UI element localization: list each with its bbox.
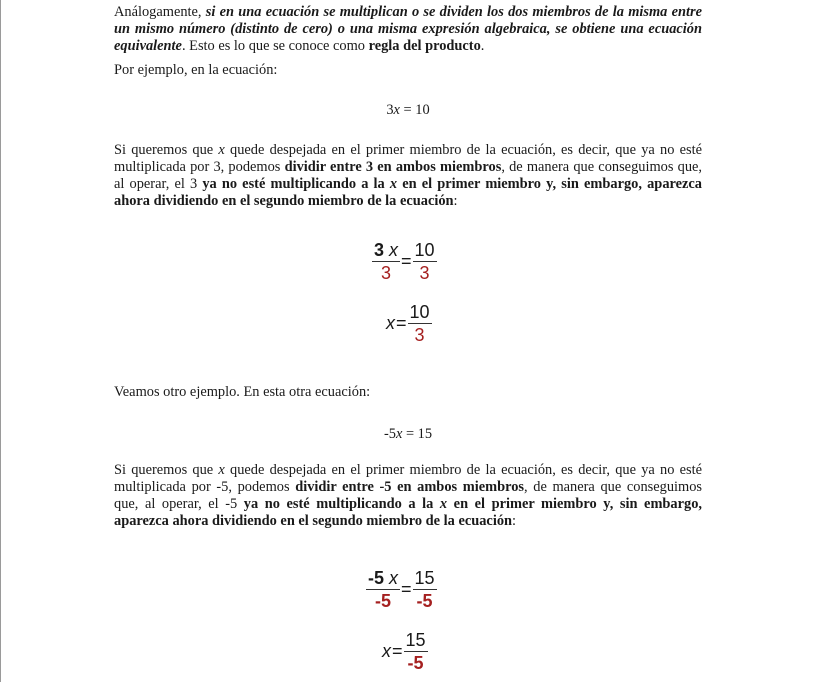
- text: .: [480, 38, 485, 54]
- text: :: [453, 193, 458, 209]
- paragraph-explanation-1: [114, 142, 702, 210]
- rule-statement: si en una ecuación se multiplican o se dividen los dos miembros de la misma entre un mismo número (distinto de cero) o una misma expresión algebraica, se obtiene una ecuación equivalente: [114, 4, 703, 54]
- paragraph-product-rule: [114, 4, 702, 55]
- text: Por ejemplo, en la ecuación:: [114, 62, 278, 78]
- text: Si queremos que: [114, 462, 219, 478]
- var: x: [389, 176, 398, 192]
- equals-sign: =: [392, 641, 403, 661]
- highlight: ya no esté multiplicando a la: [243, 496, 440, 512]
- paragraph-example-intro: [114, 62, 702, 79]
- fraction-right: $\frac{10}{3}$: [414, 240, 435, 283]
- paragraph-explanation-2: [114, 462, 702, 530]
- equals-sign: =: [401, 579, 412, 599]
- fraction-left: $\frac{-5 x}{-5}$: [368, 568, 399, 611]
- var: x: [386, 313, 395, 333]
- equation-1: [114, 102, 702, 119]
- var: x: [439, 496, 448, 512]
- text: . Esto es lo que se conoce como: [181, 38, 369, 54]
- text: Si queremos que: [114, 142, 219, 158]
- text: , de manera que conseguimos que, al operar, el 3: [114, 159, 702, 192]
- highlight: dividir entre 3 en ambos miembros: [284, 159, 502, 175]
- var: x: [218, 462, 225, 478]
- fraction-left: $\frac{3 x}{3}$: [374, 240, 399, 283]
- eq-coef: -5: [383, 426, 396, 442]
- highlight: en el primer miembro y, sin embargo, aparezca ahora dividiendo en el segundo miembro de la ecuación: [114, 496, 703, 529]
- equals-sign: =: [396, 313, 407, 333]
- fraction-right: $\frac{15}{-5}$: [414, 568, 435, 611]
- text: quede despejada en el primer miembro de la ecuación, es decir, que ya no esté multiplicada por 3, podemos: [114, 142, 702, 175]
- var: x: [382, 641, 391, 661]
- fraction-equation-1: [372, 240, 437, 283]
- fraction-equation-2: [386, 302, 432, 345]
- highlight: ya no esté multiplicando a la: [202, 176, 390, 192]
- fraction-equation-4: [382, 630, 428, 673]
- eq-rest: = 10: [399, 102, 430, 118]
- var: x: [218, 142, 225, 158]
- highlight: dividir entre -5 en ambos miembros: [295, 479, 525, 495]
- page-left-edge: [0, 0, 1, 682]
- fraction-equation-3: [366, 568, 437, 611]
- eq-var: x: [393, 102, 400, 118]
- eq-coef: 3: [386, 102, 394, 118]
- eq-var: x: [395, 426, 403, 442]
- text: quede despejada en el primer miembro de la ecuación, es decir, que ya no esté multiplicada por -5, podemos: [114, 462, 702, 495]
- eq-rest: = 15: [402, 426, 433, 442]
- text: , de manera que conseguimos que, al operar, el -5: [114, 479, 703, 512]
- text: Análogamente,: [114, 4, 206, 20]
- fraction-right: $\frac{15}{-5}$: [405, 630, 426, 673]
- rule-name: regla del producto: [368, 38, 481, 54]
- text: Veamos otro ejemplo. En esta otra ecuación:: [114, 384, 371, 400]
- fraction-right: $\frac{10}{3}$: [409, 302, 430, 345]
- equation-2: [114, 426, 702, 443]
- equals-sign: =: [401, 251, 412, 271]
- highlight: en el primer miembro y, sin embargo, aparezca ahora dividiendo en el segundo miembro de la ecuación: [114, 176, 702, 209]
- text: :: [512, 513, 517, 529]
- paragraph-example-2-intro: [114, 384, 702, 401]
